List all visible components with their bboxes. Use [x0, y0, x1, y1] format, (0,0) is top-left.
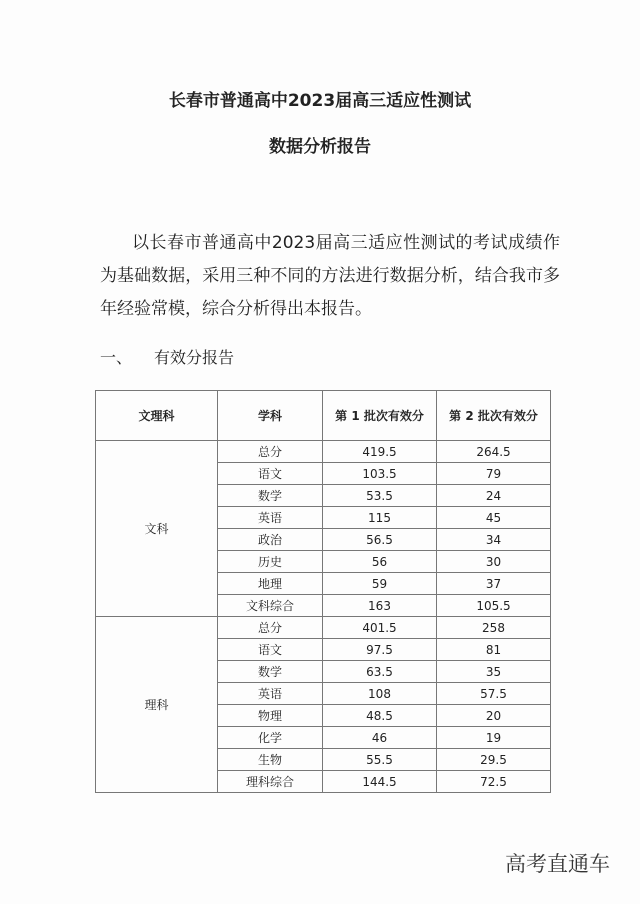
subject-cell: 文科综合 — [218, 595, 323, 617]
subject-cell: 数学 — [218, 485, 323, 507]
batch1-cell: 56.5 — [323, 529, 437, 551]
header-batch1: 第 1 批次有效分 — [323, 391, 437, 441]
subject-cell: 地理 — [218, 573, 323, 595]
subject-cell: 历史 — [218, 551, 323, 573]
batch1-cell: 97.5 — [323, 639, 437, 661]
batch2-cell: 258 — [437, 617, 551, 639]
section-heading — [100, 345, 256, 368]
batch2-cell: 264.5 — [437, 441, 551, 463]
batch2-cell: 72.5 — [437, 771, 551, 793]
header-track: 文理科 — [96, 391, 218, 441]
subject-cell: 物理 — [218, 705, 323, 727]
batch1-cell: 63.5 — [323, 661, 437, 683]
batch2-cell: 45 — [437, 507, 551, 529]
batch1-cell: 144.5 — [323, 771, 437, 793]
subject-cell: 语文 — [218, 639, 323, 661]
subject-cell: 理科综合 — [218, 771, 323, 793]
subject-cell: 英语 — [218, 507, 323, 529]
batch1-cell: 103.5 — [323, 463, 437, 485]
batch2-cell: 57.5 — [437, 683, 551, 705]
subject-cell: 语文 — [218, 463, 323, 485]
header-subject: 学科 — [218, 391, 323, 441]
batch2-cell: 81 — [437, 639, 551, 661]
section-number: 一、 — [100, 348, 133, 367]
batch1-cell: 48.5 — [323, 705, 437, 727]
batch2-cell: 79 — [437, 463, 551, 485]
subject-cell: 化学 — [218, 727, 323, 749]
table-header-row — [96, 391, 551, 441]
batch1-cell: 163 — [323, 595, 437, 617]
batch1-cell: 56 — [323, 551, 437, 573]
subject-cell: 政治 — [218, 529, 323, 551]
batch1-cell: 115 — [323, 507, 437, 529]
header-batch2: 第 2 批次有效分 — [437, 391, 551, 441]
batch1-cell: 59 — [323, 573, 437, 595]
batch2-cell: 34 — [437, 529, 551, 551]
batch1-cell: 55.5 — [323, 749, 437, 771]
table-row — [96, 441, 551, 463]
subject-cell: 英语 — [218, 683, 323, 705]
batch2-cell: 37 — [437, 573, 551, 595]
intro-paragraph: 以长春市普通高中2023届高三适应性测试的考试成绩作为基础数据，采用三种不同的方法进行数据分析，结合我市多年经验常模，综合分析得出本报告。 — [100, 233, 560, 319]
table-row — [96, 617, 551, 639]
document-title: 长春市普通高中2023届高三适应性测试 — [168, 91, 472, 111]
subject-cell: 生物 — [218, 749, 323, 771]
section-title: 有效分报告 — [154, 348, 235, 367]
track-cell: 理科 — [96, 617, 218, 793]
batch1-cell: 419.5 — [323, 441, 437, 463]
batch1-cell: 46 — [323, 727, 437, 749]
subject-cell: 总分 — [218, 441, 323, 463]
batch2-cell: 105.5 — [437, 595, 551, 617]
valid-score-table — [95, 390, 551, 793]
batch1-cell: 53.5 — [323, 485, 437, 507]
subject-cell: 总分 — [218, 617, 323, 639]
batch2-cell: 20 — [437, 705, 551, 727]
document-subtitle: 数据分析报告 — [269, 137, 371, 157]
batch2-cell: 24 — [437, 485, 551, 507]
batch2-cell: 35 — [437, 661, 551, 683]
batch2-cell: 19 — [437, 727, 551, 749]
track-cell: 文科 — [96, 441, 218, 617]
batch2-cell: 29.5 — [437, 749, 551, 771]
batch1-cell: 108 — [323, 683, 437, 705]
watermark: 高考直通车 — [505, 852, 610, 876]
batch1-cell: 401.5 — [323, 617, 437, 639]
batch2-cell: 30 — [437, 551, 551, 573]
subject-cell: 数学 — [218, 661, 323, 683]
